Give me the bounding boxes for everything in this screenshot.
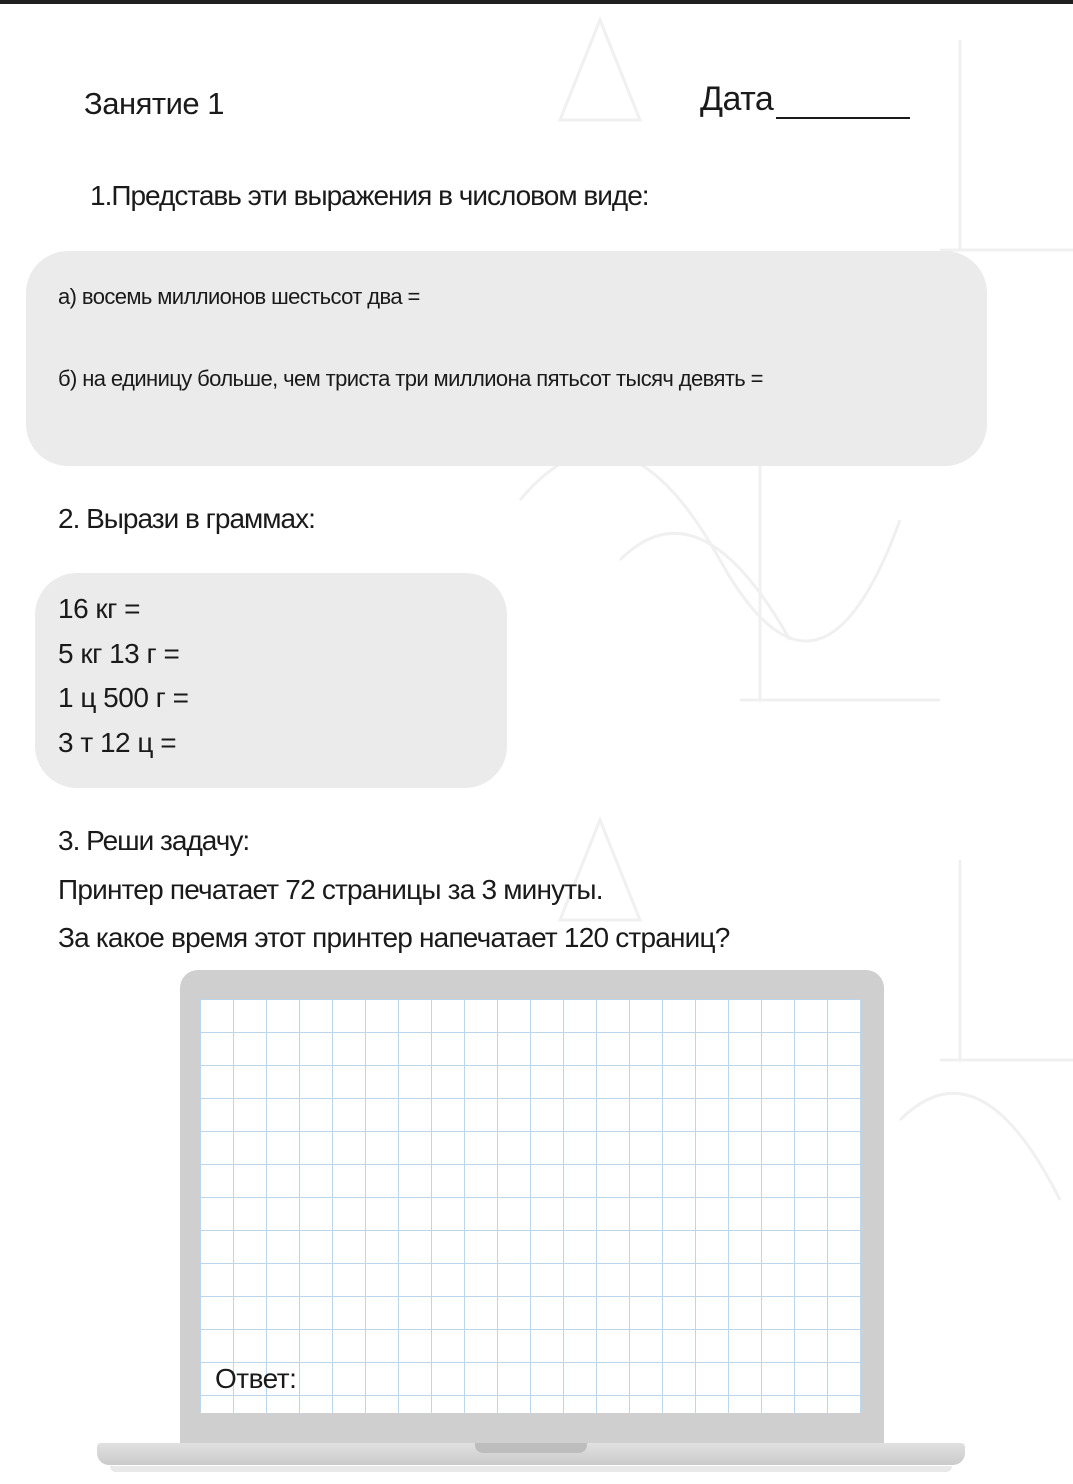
task1-item-a: а) восемь миллионов шестьсот два = bbox=[58, 284, 420, 309]
date-label: Дата bbox=[700, 80, 774, 118]
date-blank-line[interactable] bbox=[776, 117, 910, 119]
laptop-shadow bbox=[110, 1466, 952, 1472]
laptop-notch bbox=[475, 1443, 587, 1453]
problem-statement-line: Принтер печатает 72 страницы за 3 минуты. bbox=[58, 874, 603, 905]
conversion-item: 3 т 12 ц = bbox=[58, 727, 177, 758]
problem-question-line: За какое время этот принтер напечатает 120 страниц? bbox=[58, 922, 730, 953]
top-border-rule bbox=[0, 0, 1073, 4]
task1-item-b: б) на единицу больше, чем триста три миллиона пятьсот тысяч девять = bbox=[58, 366, 763, 391]
conversion-item: 1 ц 500 г = bbox=[58, 682, 189, 713]
lesson-title: Занятие 1 bbox=[84, 86, 224, 121]
conversion-item: 16 кг = bbox=[58, 593, 141, 624]
task3-heading: 3. Реши задачу: bbox=[58, 825, 250, 856]
conversion-item: 5 кг 13 г = bbox=[58, 638, 180, 669]
task2-heading: 2. Вырази в граммах: bbox=[58, 503, 315, 534]
grid-answer-area[interactable] bbox=[200, 999, 861, 1413]
task1-heading: 1.Представь эти выражения в числовом виде: bbox=[90, 180, 649, 211]
answer-label: Ответ: bbox=[215, 1363, 297, 1394]
